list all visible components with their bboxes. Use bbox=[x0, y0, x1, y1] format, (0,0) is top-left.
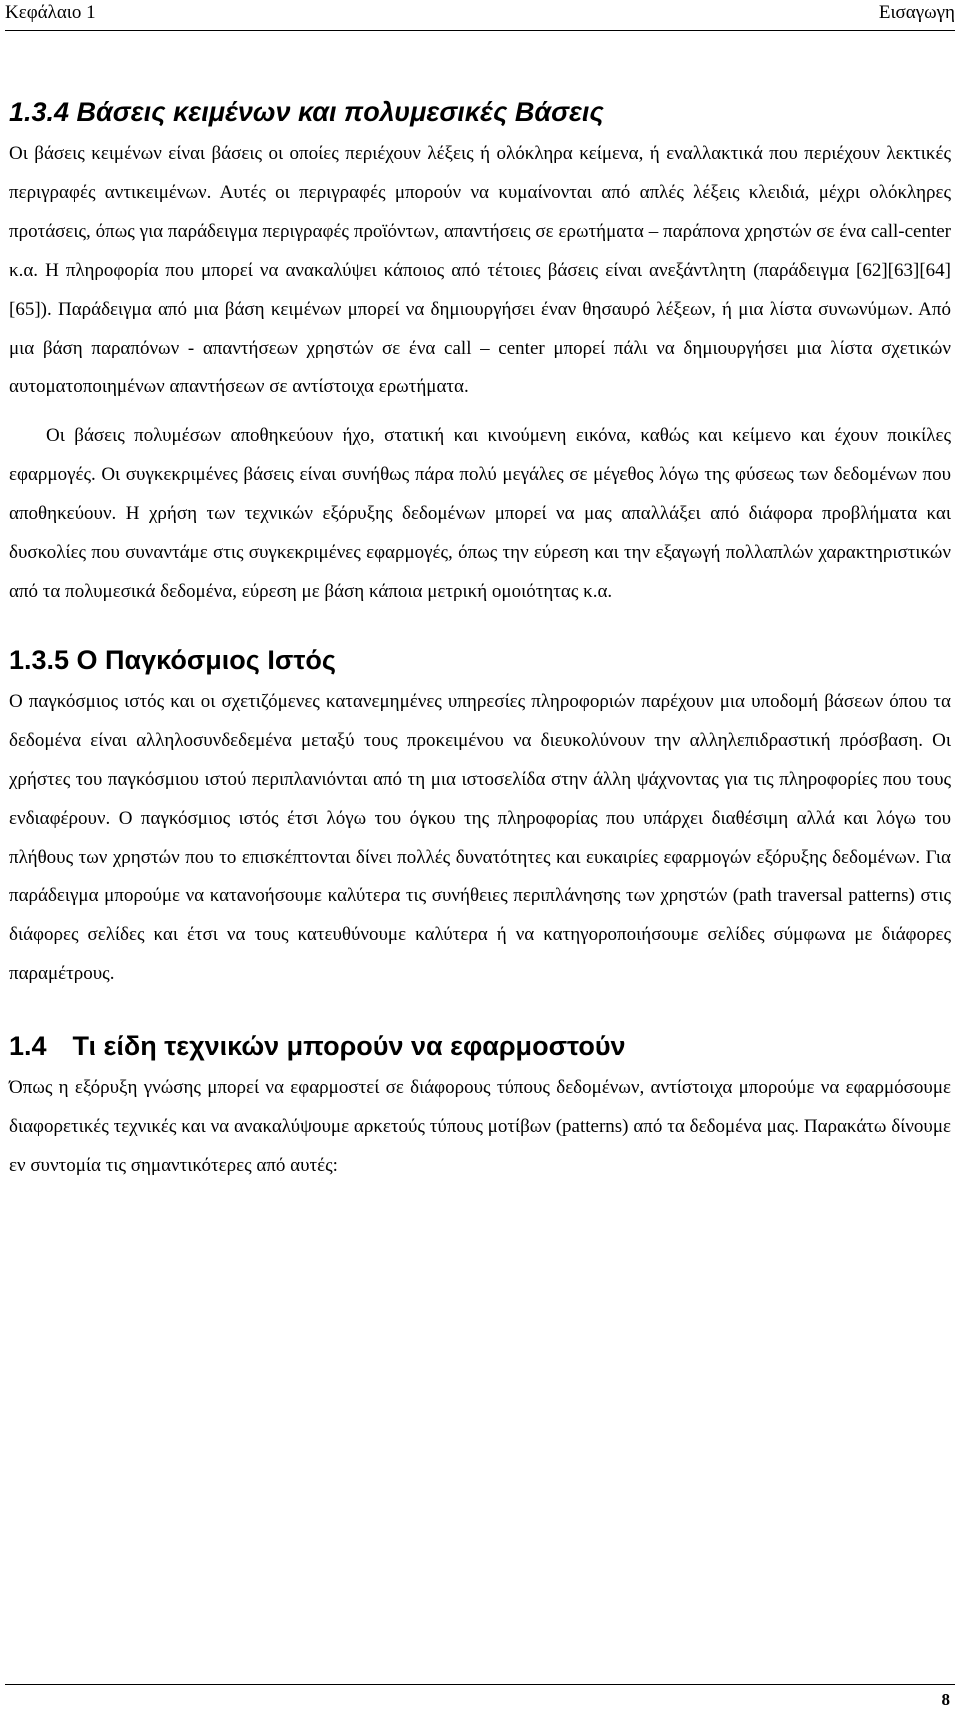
chapter-label: Κεφάλαιο 1 bbox=[5, 2, 96, 23]
footer-divider bbox=[5, 1684, 955, 1685]
section-heading-1-3-4: 1.3.4 Βάσεις κειμένων και πολυμεσικές Βάσεις bbox=[9, 97, 604, 127]
running-header bbox=[5, 2, 955, 24]
page-body bbox=[9, 92, 951, 1186]
section-title: Τι είδη τεχνικών μπορούν να εφαρμοστούν bbox=[72, 1031, 626, 1062]
paragraph-text-databases: Οι βάσεις κειμένων είναι βάσεις οι οποίες περιέχουν λέξεις ή ολόκληρα κείμενα, ή εναλλακτικά που περιέχουν λεκτικές περιγραφές αντικειμένων. Αυτές οι περιγραφές μπορούν να κυμαίνονται από απλές λέξεις κλειδιά, μέχρι ολόκληρες προτάσεις, όπως για παράδειγμα περιγραφές προϊόντων, απαντήσεις σε ερωτήματα – παράπονα χρηστών σε ένα call-center κ.α. Η πληροφορία που μπορεί να ανακαλύψει κάποιος από τέτοιες βάσεις είναι ανεξάντλητη (παράδειγμα [62][63][64][65]). Παράδειγμα από μια βάση κειμένων μπορεί να δημιουργήσει έναν θησαυρό λέξεων, ή μια λίστα συνωνύμων. Από μια βάση παραπόνων - απαντήσεων χρηστών σε ένα call – center μπορεί πάλι να δημιουργήσει μια λίστα σχετικών αυτοματοποιημένων απαντήσεων σε αντίστοιχα ερωτήματα. bbox=[9, 143, 951, 398]
section-heading-1-3-5: 1.3.5 Ο Παγκόσμιος Ιστός bbox=[9, 644, 336, 675]
header-divider bbox=[5, 30, 955, 31]
section-heading-1-4 bbox=[9, 1026, 951, 1066]
paragraph-technique-types: Όπως η εξόρυξη γνώσης μπορεί να εφαρμοστεί σε διάφορους τύπους δεδομένων, αντίστοιχα μπορούμε να εφαρμόσουμε διαφορετικές τεχνικές και να ανακαλύψουμε αρκετούς τύπους μοτίβων (patterns) από τα δεδομένα μας. Παρακάτω δίνουμε εν συντομία τις σημαντικότερες από αυτές: bbox=[9, 1077, 951, 1176]
paragraph-world-wide-web: Ο παγκόσμιος ιστός και οι σχετιζόμενες κατανεμημένες υπηρεσίες πληροφοριών παρέχουν μια υποδομή βάσεων όπου τα δεδομένα είναι αλληλοσυνδεδεμένα μεταξύ τους προκειμένου να διευκολύνουν την αλληλεπιδραστική πρόσβαση. Οι χρήστες του παγκόσμιου ιστού περιπλανιόνται από τη μια ιστοσελίδα στην άλλη ψάχνοντας για τις πληροφορίες που τους ενδιαφέρουν. Ο παγκόσμιος ιστός έτσι λόγω του όγκου της πληροφορίας που υπάρχει διαθέσιμη αλλά και λόγω του πλήθους των χρηστών που το επισκέπτονται δίνει πολλές δυνατότητες και ευκαιρίες εφαρμογών εξόρυξης δεδομένων. Για παράδειγμα μπορούμε να κατανοήσουμε καλύτερα τις συνήθειες περιπλάνησης των χρηστών (path traversal patterns) στις διάφορες σελίδες και έτσι να τους κατευθύνουμε καλύτερα ή να κατηγοροποιήσουμε σελίδες σύμφωνα με διάφορες παραμέτρους. bbox=[9, 690, 951, 985]
section-label: Εισαγωγη bbox=[878, 2, 955, 23]
paragraph-multimedia-databases: Οι βάσεις πολυμέσων αποθηκεύουν ήχο, στατική και κινούμενη εικόνα, καθώς και κείμενο και έχουν ποικίλες εφαρμογές. Οι συγκεκριμένες βάσεις είναι συνήθως πάρα πολύ μεγάλες σε μέγεθος λόγω της φύσεως των δεδομένων που αποθηκεύουν. Η χρήση των τεχνικών εξόρυξης δεδομένων μπορεί να μας απαλλάξει από διάφορα προβλήματα και δυσκολίες που συναντάμε στις συγκεκριμένες εφαρμογές, όπως την εύρεση και την εξαγωγή πολλαπλών χαρακτηριστικών από τα πολυμεσικά δεδομένα, εύρεση με βάση κάποια μετρική ομοιότητας κ.α. bbox=[9, 425, 951, 602]
page-number: 8 bbox=[941, 1690, 950, 1709]
section-number: 1.4 bbox=[9, 1031, 47, 1062]
